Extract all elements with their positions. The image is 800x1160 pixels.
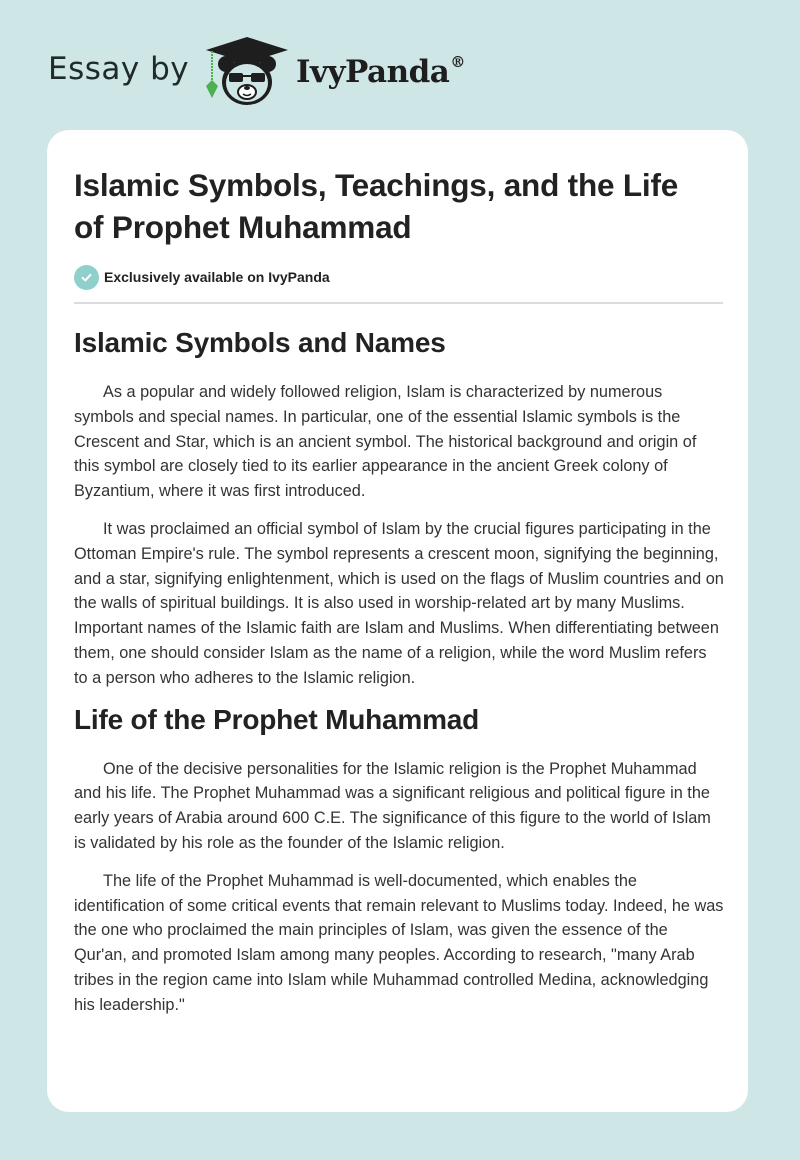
paragraph: The life of the Prophet Muhammad is well-documented, which enables the identification of some critical events that remain relevant to Muslims today. Indeed, he was the one who proclaimed the main principles of Islam, was given the essence of the Qur'an, and promoted Islam among many peoples. According to research, "many Arab tribes in the region came into Islam while Muhammad controlled Medina, acknowledging his leadership." xyxy=(74,871,724,1014)
essay-by-label: Essay by xyxy=(48,51,190,87)
divider xyxy=(74,302,723,304)
exclusive-badge xyxy=(74,264,330,290)
section-heading: Life of the Prophet Muhammad xyxy=(74,703,480,735)
paragraph: It was proclaimed an official symbol of Islam by the crucial figures participating in the Ottoman Empire's rule. The symbol represents a crescent moon, signifying the beginning, and a star, signifying enlightenment, which is used on the flags of Muslim countries and on the walls of spiritual buildings. It is also used in worship-related art by many Muslims. Important names of the Islamic faith are Islam and Muslims. When differentiating between them, one should consider Islam as the name of a religion, while the word Muslim refers to a person who adheres to the Islamic religion. xyxy=(74,519,724,687)
essay-body xyxy=(74,320,724,1018)
paragraph: One of the decisive personalities for the Islamic religion is the Prophet Muhammad and his life. The Prophet Muhammad was a significant religious and political figure in the early years of Arabia around 600 C.E. The significance of this figure to the world of Islam is validated by his role as the founder of the Islamic religion. xyxy=(74,759,711,852)
panda-graduation-cap-icon[interactable] xyxy=(202,36,292,108)
essay-card xyxy=(47,130,748,1112)
exclusive-badge-text: Exclusively available on IvyPanda xyxy=(104,269,330,285)
section-life-of-prophet xyxy=(74,702,724,1018)
brand-logo-text[interactable]: IvyPanda® xyxy=(296,52,465,90)
check-circle-icon xyxy=(74,265,99,290)
page-title: Islamic Symbols, Teachings, and the Life of Prophet Muhammad xyxy=(74,167,679,245)
site-header xyxy=(0,0,800,120)
section-islamic-symbols xyxy=(74,325,724,691)
section-heading: Islamic Symbols and Names xyxy=(74,327,446,358)
paragraph: As a popular and widely followed religion, Islam is characterized by numerous symbols and special names. In particular, one of the essential Islamic symbols is the Crescent and Star, which is an ancient symbol. The historical background and origin of this symbol are closely tied to its earlier appearance in the ancient Greek colony of Byzantium, where it was first introduced. xyxy=(74,383,697,501)
